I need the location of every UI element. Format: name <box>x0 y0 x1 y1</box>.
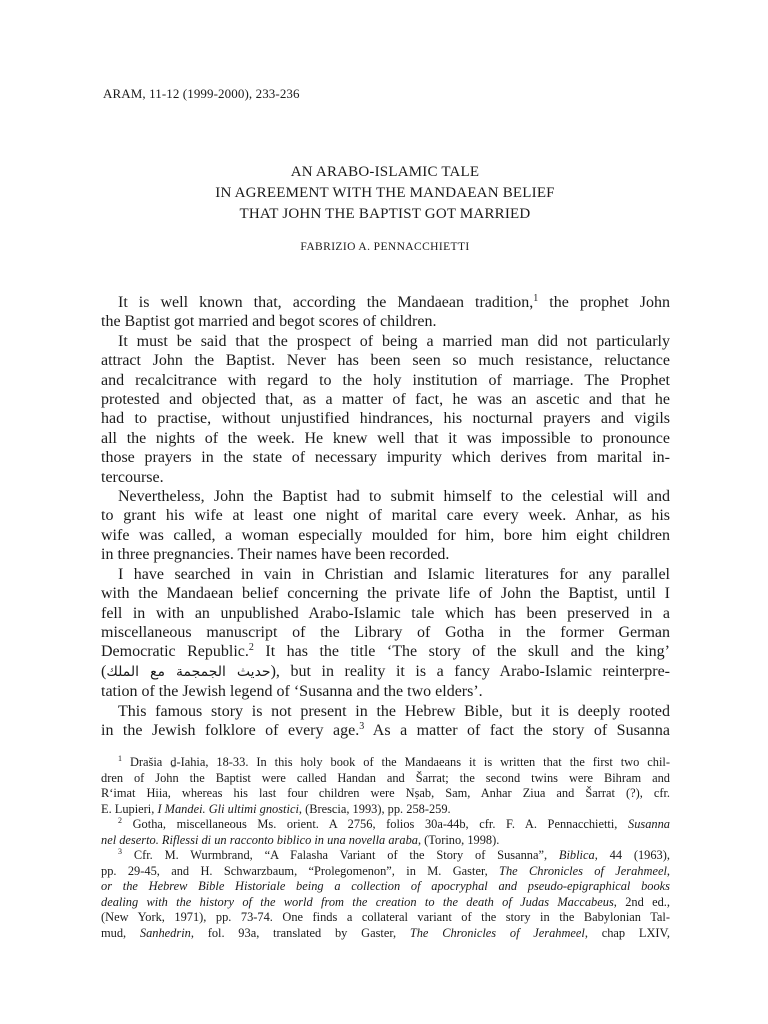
text-span: the prophet John <box>538 294 670 311</box>
footnote-line <box>101 802 670 818</box>
text-line: those prayers in the state of necessary impurity which derives from marital in- <box>101 449 670 467</box>
text-line <box>101 642 670 661</box>
text-line: tercourse. <box>101 468 164 486</box>
footnote-number: 2 <box>118 816 122 825</box>
text-line: wife was called, a woman especially moulded for him, bore him eight children <box>101 526 670 544</box>
footnote-line <box>101 895 670 911</box>
text-line: This famous story is not present in the Hebrew Bible, but it is deeply rooted <box>118 702 670 720</box>
text-line <box>101 721 670 740</box>
body-text <box>101 293 670 740</box>
text-span: , chap LXIV, <box>584 925 670 940</box>
text-span: Cfr. M. Wurmbrand, “A Falasha Variant of the Story of Susanna”, <box>133 848 559 862</box>
text-line: all the nights of the week. He knew well that it was impossible to pronounce <box>101 429 670 447</box>
text-line: in three pregnancies. Their names have been recorded. <box>101 546 450 564</box>
text-span: , <box>666 863 670 878</box>
footnote-number: 3 <box>118 847 122 856</box>
text-line <box>101 662 670 682</box>
italic-title: The Chronicles of Jerahmeel <box>409 925 585 940</box>
footnote-line <box>101 817 670 833</box>
italic-title: The Chronicles of Jerahmeel <box>499 863 667 878</box>
footnote-line <box>101 864 670 880</box>
article-title <box>100 162 670 225</box>
italic-title: Biblica <box>558 848 595 862</box>
text-span: As a matter of fact the story of Susanna <box>364 721 670 739</box>
italic-title: nel deserto. Riflessi di un racconto biblico in una novella araba <box>101 832 418 847</box>
text-span: Democratic Republic. <box>101 643 249 661</box>
journal-reference: ARAM, 11-12 (1999-2000), 233-236 <box>103 86 300 101</box>
text-line: It must be said that the prospect of being a married man did not particularly <box>118 332 670 350</box>
text-line: Nevertheless, John the Baptist had to submit himself to the celestial will and <box>118 488 670 506</box>
footnote-ref-1: 1 <box>533 293 539 304</box>
footnote-ref-2: 2 <box>248 642 254 654</box>
footnote-line <box>101 879 670 895</box>
text-line: miscellaneous manuscript of the Library of Gotha in the former German <box>101 623 670 641</box>
title-line: AN ARABO-ISLAMIC TALE <box>290 164 480 180</box>
text-line: and recalcitrance with regard to the holy institution of marriage. The Prophet <box>101 371 670 389</box>
text-span: It is well known that, according the Mandaean tradition, <box>118 294 534 311</box>
text-span: , 44 (1963), <box>594 848 670 862</box>
text-span: , fol. 93a, translated by Gaster, <box>190 925 410 940</box>
text-line: protested and objected that, as a matter of fact, he was an ascetic and that he <box>101 391 670 409</box>
footnote-line <box>101 926 670 942</box>
text-line: tation of the Jewish legend of ‘Susanna and the two elders’. <box>101 683 483 701</box>
italic-title: Sanhedrin <box>139 925 191 940</box>
footnote-line: R‘imat Hiia, whereas his last four children were Nṣab, Sam, Anhar Ziua and Šarrat (?), cfr. <box>101 786 670 800</box>
text-line: I have searched in vain in Christian and Islamic literatures for any parallel <box>118 565 670 583</box>
text-span: It has the title ‘The story of the skull and the king’ <box>253 643 670 661</box>
text-span: , (Torino, 1998). <box>417 832 500 847</box>
text-span: E. Lupieri, <box>101 801 158 816</box>
text-span: in the Jewish folklore of every age. <box>101 721 360 739</box>
text-line: the Baptist got married and begot scores of children. <box>101 313 437 331</box>
italic-title: I Mandei. Gli ultimi gnostici <box>157 801 299 816</box>
italic-title: dealing with the history of the world from the creation to the death of Judas Maccabeus <box>101 894 614 909</box>
text-span: Gotha, miscellaneous Ms. orient. A 2756, folios 30a-44b, cfr. F. A. Pennacchietti, <box>132 817 628 831</box>
text-span: , (Brescia, 1993), pp. 258-259. <box>298 801 451 816</box>
text-line: with the Mandaean belief concerning the private life of John the Baptist, until I <box>101 585 670 603</box>
text-line <box>101 293 670 312</box>
title-line: THAT JOHN THE BAPTIST GOT MARRIED <box>239 206 531 222</box>
footnote-ref-3: 3 <box>359 720 365 732</box>
footnote-line: dren of John the Baptist were called Handan and Šarrat; the second twins were Bihram and <box>101 770 670 785</box>
footnote-line <box>101 755 670 771</box>
text-span: ( <box>101 662 107 680</box>
text-line: attract John the Baptist. Never has been seen so much resistance, reluctance <box>101 352 670 370</box>
text-span: Drašia ḏ-Iahia, 18-33. In this holy book of the Mandaeans it is written that the first two chil- <box>129 755 670 769</box>
italic-title: Susanna <box>628 817 670 831</box>
text-span: pp. 29-45, and H. Schwarzbaum, “Prolegomenon”, in M. Gaster, <box>101 863 500 878</box>
footnote-number: 1 <box>118 754 122 763</box>
footnotes <box>101 755 670 941</box>
italic-title: or the Hebrew Bible Historiale being a collection of apocryphal and pseudo-epigraphical books <box>101 879 670 893</box>
text-line: had to practise, without unjustified hindrances, his nocturnal prayers and vigils <box>101 410 670 428</box>
author-name: FABRIZIO A. PENNACCHIETTI <box>300 241 470 253</box>
footnote-line <box>101 848 670 864</box>
text-span: , 2nd ed., <box>613 894 670 909</box>
footnote-line: (New York, 1971), pp. 73-74. One finds a collateral variant of the story in the Babylonian Tal- <box>101 910 670 924</box>
footnote-line <box>101 833 670 849</box>
text-line: to grant his wife at least one night of marital care every week. Anhar, as his <box>101 507 670 525</box>
title-line: IN AGREEMENT WITH THE MANDAEAN BELIEF <box>215 185 555 201</box>
arabic-title: حديث الجمجمة مع الملك <box>106 663 271 680</box>
text-span: ), but in reality it is a fancy Arabo-Islamic reinterpre- <box>270 662 671 680</box>
text-line: fell in with an unpublished Arabo-Islamic tale which has been preserved in a <box>101 604 670 622</box>
text-span: mud, <box>101 925 140 940</box>
